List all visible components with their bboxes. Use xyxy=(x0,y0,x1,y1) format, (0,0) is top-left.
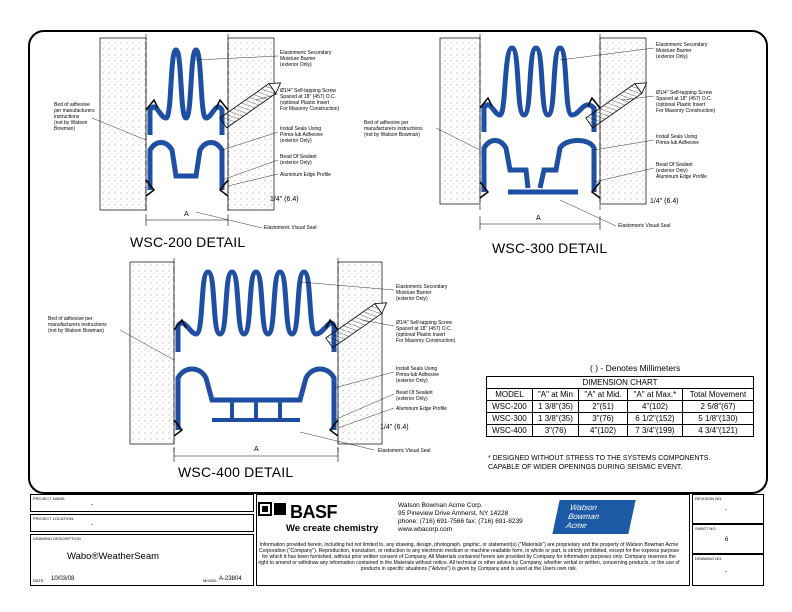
note-adhesive-bed-300: Bed of adhesive per manufacturers instructions (not by Watson Bowman) xyxy=(364,120,423,138)
drawing-no-box xyxy=(692,554,764,586)
moisture-barrier xyxy=(484,48,594,132)
wsc-400-detail xyxy=(130,258,390,462)
header-a-max: "A" at Max.* xyxy=(627,389,682,401)
date-label: DATE: xyxy=(33,578,45,583)
cell: WSC-200 xyxy=(487,401,533,413)
note-screw-400: Ø1/4" Self-tapping Screw Spaced at 18" (457) O.C. (optional Plastic Insert For Masonry Construction) xyxy=(396,320,456,344)
note-visual-seal-300: Elastomeric Visual Seal xyxy=(618,223,671,229)
cell: WSC-300 xyxy=(487,413,533,425)
sheet-box xyxy=(692,524,764,554)
basf-tagline: We create chemistry xyxy=(286,523,379,534)
drawing-description-value: Wabo®WeatherSeam xyxy=(67,551,160,562)
dim-quarter-300: 1/4" (6.4) xyxy=(650,198,679,205)
cell: 2"(51) xyxy=(579,401,628,413)
project-location-box xyxy=(30,514,254,532)
basf-logo: BASF xyxy=(290,502,337,522)
cell: 2 5/8"(67) xyxy=(682,401,753,413)
drawing-no-value: - xyxy=(725,569,727,575)
project-location-label: PROJECT LOCATION: xyxy=(33,516,74,521)
cell: 4"(102) xyxy=(579,425,628,437)
project-name-value: - xyxy=(91,502,93,508)
note-edge-200: Aluminum Edge Profile xyxy=(280,172,331,178)
wsc-300-detail xyxy=(440,34,650,230)
note-sealant-300: Bead Of Sealant (exterior Only) Aluminum Edge Profile xyxy=(656,162,707,180)
sheet-value: 6 xyxy=(725,537,729,543)
dim-quarter-400: 1/4" (6.4) xyxy=(380,424,409,431)
dim-a-400: A xyxy=(254,446,259,453)
moisture-barrier xyxy=(178,272,334,352)
millimeters-note: ( ) - Denotes Millimeters xyxy=(590,363,681,373)
moisture-barrier xyxy=(150,50,222,135)
wsc-200-detail xyxy=(100,34,284,226)
cell: 3"(76) xyxy=(532,425,578,437)
table-row xyxy=(487,413,754,425)
note-sealant-200: Bead Of Sealant (exterior Only) xyxy=(280,154,317,166)
cell: 5 1/8"(130) xyxy=(682,413,753,425)
header-total-movement: Total Movement xyxy=(682,389,753,401)
sheet-label: SHEET NO: xyxy=(695,526,717,531)
cell: 6 1/2"(152) xyxy=(627,413,682,425)
revision-value: - xyxy=(725,507,727,513)
table-row xyxy=(487,425,754,437)
note-visual-seal-400: Elastomeric Visual Seal xyxy=(378,448,431,454)
cell: WSC-400 xyxy=(487,425,533,437)
revision-box xyxy=(692,494,764,524)
cell: 4"(102) xyxy=(627,401,682,413)
chart-title: DIMENSION CHART xyxy=(487,377,754,389)
project-location-value: - xyxy=(91,522,93,528)
title-wsc-400: WSC-400 DETAIL xyxy=(178,464,294,480)
dimension-chart xyxy=(486,376,754,437)
note-install-400: Install Seals Using Prima-lub Adhesive (exterior Only) xyxy=(396,366,440,384)
cell: 3"(76) xyxy=(579,413,628,425)
note-install-300: Install Seals Using Prima-lub Adhesive xyxy=(656,134,700,146)
model-value: A-23804 xyxy=(219,576,242,582)
drawing-description-box xyxy=(30,534,254,586)
cell: 7 3/4"(199) xyxy=(627,425,682,437)
visual-seal xyxy=(484,141,594,193)
table-row xyxy=(487,401,754,413)
visual-seal xyxy=(150,143,222,191)
wba-logo: Watson Bowman Acme xyxy=(552,500,635,534)
note-screw-300: Ø1/4" Self-tapping Screw Spaced at 18" (457) O.C. (optional Plastic Insert For Masonry Construction) xyxy=(656,90,716,114)
note-moisture-barrier-200: Elastomeric Secondary Moisture Barrier (exterior Only) xyxy=(280,50,332,68)
model-label: MODEL: xyxy=(203,578,219,583)
note-adhesive-bed-200: Bed of adhesive per manufacturers instructions (not by Watson Bowman) xyxy=(54,102,95,132)
note-sealant-400: Bead Of Sealant (exterior Only) xyxy=(396,390,433,402)
chart-footnote: * DESIGNED WITHOUT STRESS TO THE SYSTEMS COMPONENTS. CAPABLE OF WIDER OPENINGS DURING SEISMIC EVENT. xyxy=(488,455,711,471)
date-value: 10/03/08 xyxy=(51,576,75,582)
cell: 1 3/8"(35) xyxy=(532,413,578,425)
dim-a-200: A xyxy=(184,211,189,218)
note-screw-200: Ø1/4" Self-tapping Screw Spaced at 18" (457) O.C. (optional Plastic Insert For Masonry Construction) xyxy=(280,88,340,112)
basf-mark-icon xyxy=(258,502,288,516)
header-a-min: "A" at Min xyxy=(532,389,578,401)
note-install-200: Install Seals Using Prima-lub Adhesive (exterior Only) xyxy=(280,126,324,144)
drawing-description-label: DRAWING DESCRIPTION xyxy=(33,536,81,541)
title-wsc-200: WSC-200 DETAIL xyxy=(130,234,246,250)
dim-quarter-200: 1/4" (6.4) xyxy=(270,196,299,203)
project-name-box xyxy=(30,494,254,512)
company-address: Watson Bowman Acme Corp. 95 Pineview Drive Amherst, NY 14228 phone: (716) 691-7566 fax: (716) 691-8239 www.wbacorp.com xyxy=(398,502,523,533)
note-edge-400: Aluminum Edge Profile xyxy=(396,406,447,412)
revision-label: REVISION NO: xyxy=(695,496,723,501)
note-moisture-barrier-400: Elastomeric Secondary Moisture Barrier (exterior Only) xyxy=(396,284,448,302)
cell: 4 3/4"(121) xyxy=(682,425,753,437)
title-wsc-300: WSC-300 DETAIL xyxy=(492,240,608,256)
project-name-label: PROJECT NAME: xyxy=(33,496,66,501)
note-moisture-barrier-300: Elastomeric Secondary Moisture Barrier (exterior Only) xyxy=(656,42,708,60)
header-a-mid: "A" at Mid. xyxy=(579,389,628,401)
cell: 1 3/8"(35) xyxy=(532,401,578,413)
note-visual-seal-200: Elastomeric Visual Seal xyxy=(264,225,317,231)
disclaimer: Information provided herein, including but not limited to, any drawing, design, photograph, graphic, or statement(s) ("Materials") are proprietary and the property of Watson Bowman Acme Corporation ("Company"). Reproduction, translation, or reduction to any electronic medium or machine readable form, in whole or part, is strictly prohibited, except for the express purpose for which it has been furnished, without prior written consent of Company. All Materials contained herein are provided by Company for information purposes only. Company reserves the right to amend or withdraw any information contained in the Materials without notice. All technical or other advice by Company, whether verbal or written, concerning products, or the use of products in specific situations ("Advice") is given by Company and is used at the Users own risk. xyxy=(258,542,680,573)
dim-a-300: A xyxy=(536,215,541,222)
drawing-no-label: DRAWING NO: xyxy=(695,556,723,561)
chart-header-row xyxy=(487,389,754,401)
note-adhesive-bed-400: Bed of adhesive per manufacturers instructions (not by Watson Bowman) xyxy=(48,316,107,334)
header-model: MODEL xyxy=(487,389,533,401)
